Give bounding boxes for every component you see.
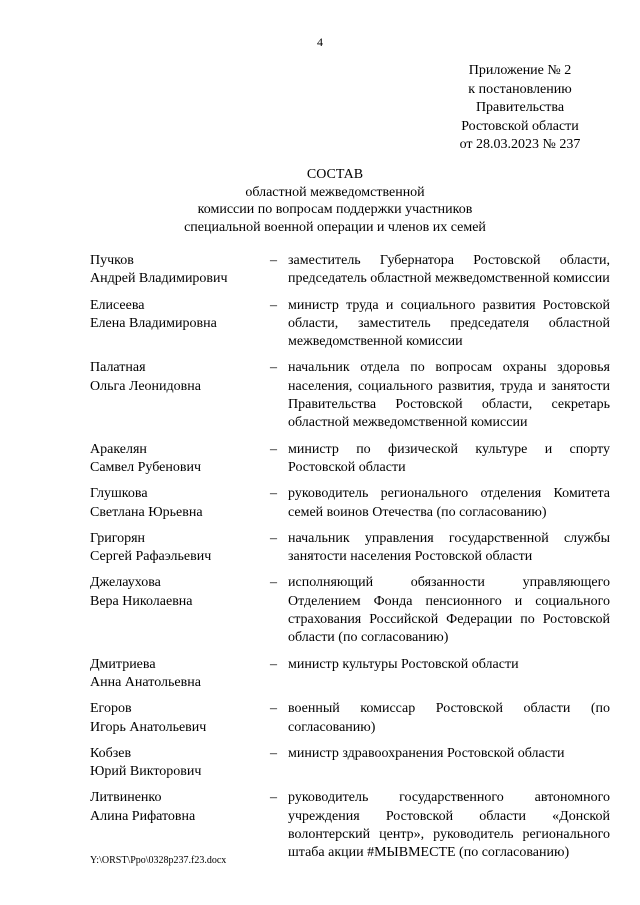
member-dash: – <box>270 701 277 717</box>
member-dash: – <box>270 360 277 376</box>
member-surname: Григорян <box>90 530 146 546</box>
member-name <box>90 574 270 647</box>
member-name <box>90 441 270 478</box>
member-role: министр по физической культуре и спорту Ростовской области <box>288 441 610 475</box>
member-role: руководитель государственного автономного учреждения Ростовской области «Донской волонтерский центр», руководитель регионального штаба акции #МЫВМЕСТЕ (по согласованию) <box>288 790 610 861</box>
member-surname: Палатная <box>90 360 146 376</box>
member-surname: Глушкова <box>90 486 148 502</box>
member-surname: Литвиненко <box>90 790 162 806</box>
member-row <box>90 297 610 352</box>
member-row <box>90 252 610 289</box>
member-name <box>90 656 270 693</box>
member-surname: Джелаухова <box>90 575 161 591</box>
member-row <box>90 574 610 647</box>
appendix-block <box>440 62 600 155</box>
member-role: начальник отдела по вопросам охраны здоровья населения, социального развития, труда и занятости Правительства Ростовской области, секретарь областной межведомственной комиссии <box>288 360 610 431</box>
member-given-name: Самвел Рубенович <box>90 459 202 475</box>
page-number: 4 <box>317 35 323 49</box>
member-given-name: Елена Владимировна <box>90 315 217 331</box>
member-role: военный комиссар Ростовской области (по согласованию) <box>288 701 610 735</box>
member-surname: Аракелян <box>90 441 147 457</box>
member-dash: – <box>270 790 277 806</box>
member-dash: – <box>270 297 277 313</box>
appendix-line: к постановлению <box>468 81 572 97</box>
member-surname: Кобзев <box>90 745 132 761</box>
member-name <box>90 297 270 352</box>
member-given-name: Игорь Анатольевич <box>90 719 207 735</box>
member-name <box>90 789 270 862</box>
heading-title: СОСТАВ <box>306 167 364 182</box>
member-role: министр труда и социального развития Ростовской области, заместитель председателя областной межведомственной комиссии <box>288 297 610 350</box>
member-dash: – <box>270 253 277 268</box>
member-role: руководитель регионального отделения Комитета семей воинов Отечества (по согласованию) <box>288 486 610 520</box>
member-given-name: Светлана Юрьевна <box>90 504 203 520</box>
appendix-line: от 28.03.2023 № 237 <box>459 137 581 152</box>
member-surname: Егоров <box>90 701 132 717</box>
heading-line: областной межведомственной <box>245 184 425 200</box>
appendix-line: Ростовской области <box>461 118 579 134</box>
appendix-line: Правительства <box>475 100 565 115</box>
member-name <box>90 359 270 432</box>
member-row <box>90 789 610 862</box>
member-dash: – <box>270 530 277 546</box>
member-row <box>90 485 610 522</box>
member-row <box>90 656 610 693</box>
member-row <box>90 745 610 782</box>
heading-line: комиссии по вопросам поддержки участников <box>197 202 473 217</box>
member-dash: – <box>270 656 277 672</box>
member-dash: – <box>270 441 277 457</box>
member-role: министр культуры Ростовской области <box>288 656 519 672</box>
member-name <box>90 700 270 737</box>
member-given-name: Вера Николаевна <box>90 593 193 609</box>
member-given-name: Ольга Леонидовна <box>90 378 201 394</box>
member-role: заместитель Губернатора Ростовской области, председатель областной межведомственной комиссии <box>288 253 610 287</box>
member-given-name: Андрей Владимирович <box>90 271 228 287</box>
member-role: начальник управления государственной службы занятости населения Ростовской области <box>288 530 610 565</box>
member-row <box>90 359 610 432</box>
member-dash: – <box>270 575 277 591</box>
member-name <box>90 252 270 289</box>
file-path-footer: Y:\ORST\Ppo\0328p237.f23.docx <box>90 855 227 866</box>
member-name <box>90 745 270 782</box>
heading-line: специальной военной операции и членов их семей <box>184 219 486 235</box>
member-name <box>90 530 270 567</box>
member-row <box>90 700 610 737</box>
member-given-name: Анна Анатольевна <box>90 674 201 690</box>
member-name <box>90 485 270 522</box>
appendix-line: Приложение № 2 <box>468 63 572 78</box>
member-surname: Дмитриева <box>90 656 156 672</box>
member-row <box>90 530 610 567</box>
member-surname: Пучков <box>90 253 134 268</box>
member-given-name: Алина Рифатовна <box>90 808 196 824</box>
document-heading <box>100 166 570 236</box>
member-role: исполняющий обязанности управляющего Отделением Фонда пенсионного и социального страхования Российской Федерации по Ростовской области (по согласованию) <box>288 575 610 646</box>
member-dash: – <box>270 486 277 502</box>
member-given-name: Сергей Рафаэльевич <box>90 549 212 565</box>
member-role: министр здравоохранения Ростовской области <box>288 745 565 761</box>
member-given-name: Юрий Викторович <box>90 764 202 780</box>
member-surname: Елисеева <box>90 297 145 313</box>
members-list <box>90 252 610 871</box>
member-row <box>90 441 610 478</box>
member-dash: – <box>270 745 277 761</box>
